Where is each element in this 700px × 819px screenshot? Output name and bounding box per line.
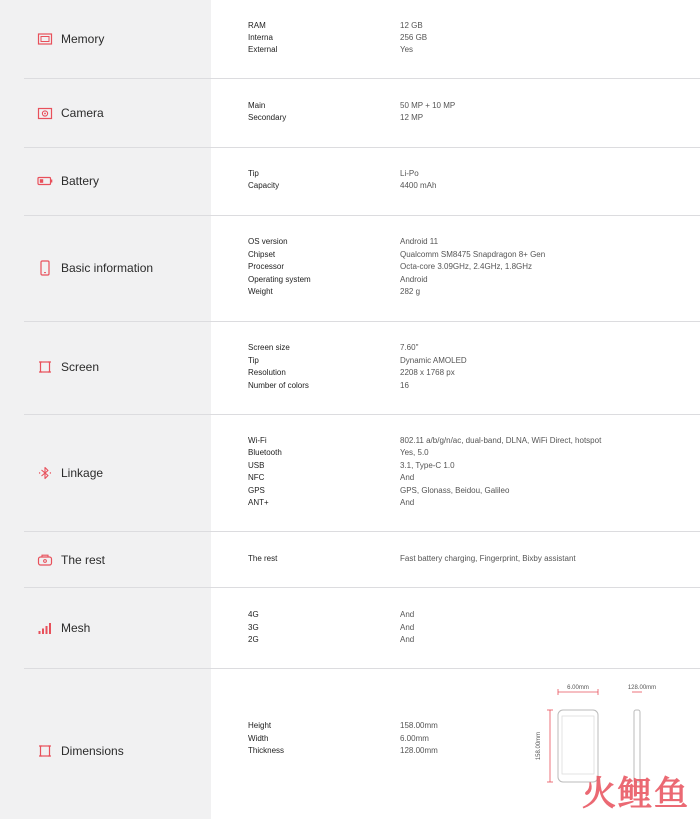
spec-key: Chipset: [248, 250, 276, 259]
spec-row: [248, 236, 688, 248]
spec-value: 128.00mm: [400, 746, 438, 755]
spec-key: Secondary: [248, 113, 287, 122]
spec-value: 50 MP + 10 MP: [400, 101, 456, 110]
camera-icon: [37, 105, 53, 121]
spec-row: [248, 261, 688, 273]
spec-key: 3G: [248, 623, 259, 632]
spec-value: Yes: [400, 45, 414, 54]
spec-key: Processor: [248, 262, 285, 271]
spec-row: [248, 622, 688, 634]
spec-value: Dynamic AMOLED: [400, 356, 467, 365]
spec-key: Wi-Fi: [248, 436, 267, 445]
section-divider: [24, 587, 700, 588]
spec-row: [248, 44, 688, 56]
spec-key: Height: [248, 721, 272, 730]
spec-key: Tip: [248, 356, 259, 365]
spec-row: [248, 168, 688, 180]
spec-value: 4400 mAh: [400, 181, 437, 190]
section-label: Dimensions: [61, 744, 124, 758]
section-label: Camera: [61, 106, 104, 120]
spec-row: [248, 342, 688, 354]
section-battery: [37, 171, 99, 191]
spec-value: Octa-core 3.09GHz, 2.4GHz, 1.8GHz: [400, 262, 533, 271]
section-dimensions: [37, 741, 124, 761]
watermark-logo: 火鲤鱼: [582, 775, 690, 813]
spec-row: [248, 447, 688, 459]
spec-value: 6.00mm: [400, 734, 429, 743]
width-dimension-label: 6.00mm: [567, 685, 589, 691]
section-label: The rest: [61, 553, 106, 567]
section-basic-information: [37, 258, 153, 278]
spec-value: 12 GB: [400, 21, 423, 30]
memory-chip-icon: [37, 31, 53, 47]
spec-row: [248, 100, 688, 112]
spec-key: Screen size: [248, 343, 290, 352]
spec-key: RAM: [248, 21, 266, 30]
spec-value: 12 MP: [400, 113, 424, 122]
spec-value: Li-Po: [400, 169, 419, 178]
section-camera: [37, 103, 104, 123]
spec-key: Operating system: [248, 275, 311, 284]
spec-key: USB: [248, 461, 265, 470]
spec-row: [248, 286, 688, 298]
spec-row: [248, 180, 688, 192]
spec-value: Qualcomm SM8475 Snapdragon 8+ Gen: [400, 250, 546, 259]
spec-key: Number of colors: [248, 381, 309, 390]
section-divider: [24, 414, 700, 415]
spec-key: ANT+: [248, 498, 269, 507]
section-screen: [37, 357, 99, 377]
spec-value: Fast battery charging, Fingerprint, Bixby assistant: [400, 554, 576, 563]
signal-bars-icon: [37, 620, 53, 636]
height-dimension-label: 158.00mm: [536, 731, 542, 761]
spec-value: 256 GB: [400, 33, 428, 42]
screen-frame-icon: [37, 359, 53, 375]
dimensions-frame-icon: [37, 743, 53, 759]
spec-value: 16: [400, 381, 409, 390]
section-the-rest: [37, 550, 105, 570]
spec-row: [248, 460, 688, 472]
spec-value: 3.1, Type-C 1.0: [400, 461, 455, 470]
spec-key: OS version: [248, 237, 288, 246]
section-divider: [24, 531, 700, 532]
thickness-dimension-label: 128.00mm: [627, 685, 657, 691]
spec-row: [248, 472, 688, 484]
spec-value: And: [400, 635, 415, 644]
section-divider: [24, 147, 700, 148]
spec-key: 2G: [248, 635, 259, 644]
spec-key: Main: [248, 101, 266, 110]
spec-key: Thickness: [248, 746, 285, 755]
spec-row: [248, 485, 688, 497]
spec-key: External: [248, 45, 278, 54]
spec-key: Tip: [248, 169, 259, 178]
spec-key: Weight: [248, 287, 273, 296]
spec-row: [248, 497, 688, 509]
section-label: Linkage: [61, 466, 104, 480]
spec-key: The rest: [248, 554, 278, 563]
section-label: Basic information: [61, 261, 154, 275]
spec-key: Interna: [248, 33, 273, 42]
spec-row: [248, 634, 688, 646]
spec-value: 2208 x 1768 px: [400, 368, 455, 377]
spec-value: 282 g: [400, 287, 421, 296]
spec-value: 802.11 a/b/g/n/ac, dual-band, DLNA, WiFi Direct, hotspot: [400, 436, 602, 445]
section-memory: [37, 29, 104, 49]
section-label: Mesh: [61, 621, 91, 635]
spec-value: Android: [400, 275, 428, 284]
spec-value: Android 11: [400, 237, 439, 246]
section-divider: [24, 321, 700, 322]
spec-row: [248, 367, 688, 379]
bluetooth-icon: [37, 465, 53, 481]
section-divider: [24, 668, 700, 669]
spec-key: NFC: [248, 473, 265, 482]
spec-key: Resolution: [248, 368, 286, 377]
spec-row: [248, 112, 688, 124]
spec-value: And: [400, 498, 415, 507]
section-label: Screen: [61, 360, 100, 374]
spec-key: 4G: [248, 610, 259, 619]
spec-key: GPS: [248, 486, 265, 495]
spec-key: Bluetooth: [248, 448, 282, 457]
section-divider: [24, 78, 700, 79]
spec-row: [248, 20, 688, 32]
section-divider: [24, 215, 700, 216]
spec-key: Capacity: [248, 181, 280, 190]
spec-value: GPS, Glonass, Beidou, Galileo: [400, 486, 510, 495]
spec-key: Width: [248, 734, 269, 743]
section-label: Battery: [61, 174, 100, 188]
spec-row: [248, 380, 688, 392]
section-mesh: [37, 618, 90, 638]
spec-row: [248, 32, 688, 44]
spec-value: And: [400, 610, 415, 619]
spec-row: [248, 274, 688, 286]
section-label: Memory: [61, 32, 105, 46]
spec-value: And: [400, 623, 415, 632]
spec-row: [248, 553, 688, 565]
section-linkage: [37, 463, 103, 483]
spec-row: [248, 435, 688, 447]
spec-row: [248, 609, 688, 621]
spec-row: [248, 355, 688, 367]
spec-value: And: [400, 473, 415, 482]
misc-icon: [37, 552, 53, 568]
spec-value: 158.00mm: [400, 721, 438, 730]
spec-row: [248, 249, 688, 261]
spec-value: 7.60": [400, 343, 419, 352]
battery-icon: [37, 173, 53, 189]
spec-value: Yes, 5.0: [400, 448, 429, 457]
phone-icon: [37, 260, 53, 276]
